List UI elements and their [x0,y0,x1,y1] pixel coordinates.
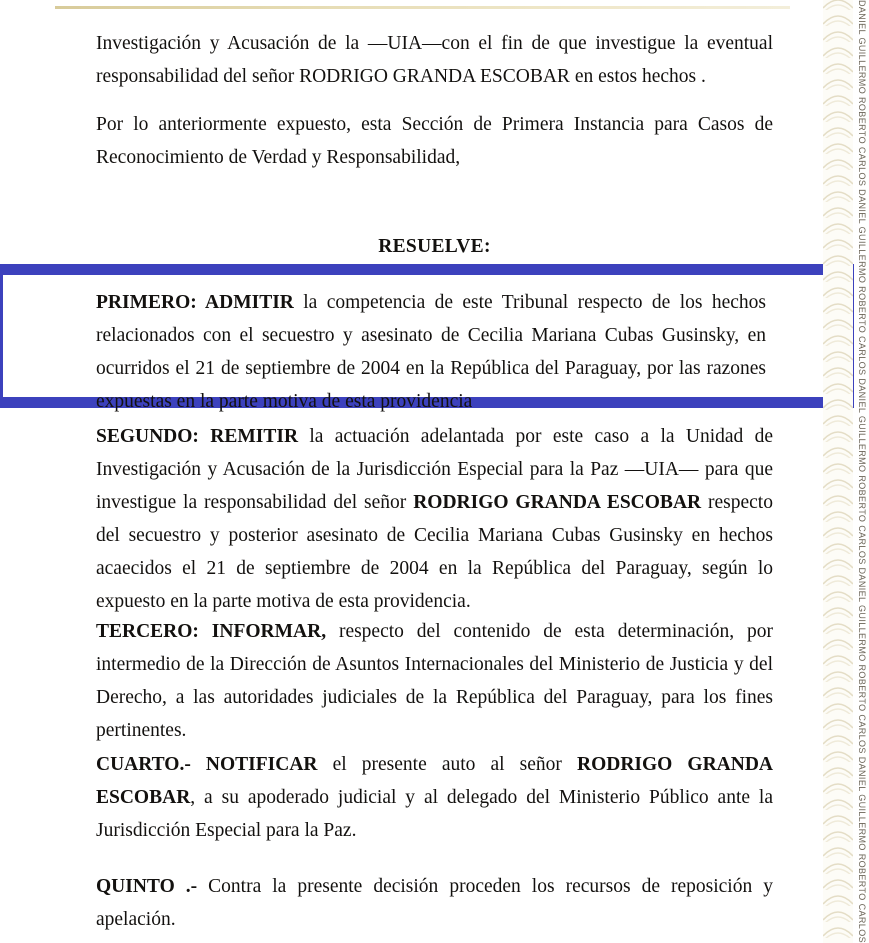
guilloche-wave-pattern [823,0,853,943]
paragraph-quinto: QUINTO .- Contra la presente decisión proceden los recursos de reposición y apelación. [96,876,773,930]
watermark-microtext: DANIEL GUILLERMO ROBERTO CARLOS DANIEL GUILLERMO ROBERTO CARLOS DANIEL GUILLERMO ROBERTO CARLOS DANIEL GUILLERMO ROBERTO CARLOS DANIEL GUILLERMO ROBERTO CARLOS [857,0,867,943]
paragraph-intro-2: Por lo anteriormente expuesto, esta Sección de Primera Instancia para Casos de Reconocimiento de Verdad y Responsabilidad, [96,114,773,168]
paragraph-cuarto: CUARTO.- NOTIFICAR el presente auto al señor RODRIGO GRANDA ESCOBAR, a su apoderado judicial y al delegado del Ministerio Público ante la Jurisdicción Especial para la Paz. [96,754,773,841]
microtext-band [853,0,869,943]
paragraph-primero: PRIMERO: ADMITIR la competencia de este Tribunal respecto de los hechos relacionados con el secuestro y asesinato de Cecilia Mariana Cubas Gusinsky, en ocurridos el 21 de septiembre de 2004 en la República del Paraguay, por las razones expuestas en la parte motiva de esta providencia [96,292,766,412]
paragraph-intro-1: Investigación y Acusación de la —UIA—con el fin de que investigue la eventual responsabilidad del señor RODRIGO GRANDA ESCOBAR en estos hechos . [96,33,773,87]
security-watermark-strip [823,0,869,943]
top-rule-divider [55,6,790,9]
highlighted-ruling-box [0,264,854,412]
paragraph-tercero: TERCERO: INFORMAR, respecto del contenido de esta determinación, por intermedio de la Dirección de Asuntos Internacionales del Ministerio de Justicia y del Derecho, a las autoridades judiciales de la República del Paraguay, para los fines pertinentes. [96,621,773,741]
resuelve-heading: RESUELVE: [378,236,491,257]
paragraph-segundo: SEGUNDO: REMITIR la actuación adelantada por este caso a la Unidad de Investigación y Acusación de la Jurisdicción Especial para la Paz —UIA— para que investigue la responsabilidad del señor RODRIGO GRANDA ESCOBAR respecto del secuestro y posterior asesinato de Cecilia Mariana Cubas Gusinsky en hechos acaecidos el 21 de septiembre de 2004 en la República del Paraguay, según lo expuesto en la parte motiva de esta providencia. [96,426,774,612]
